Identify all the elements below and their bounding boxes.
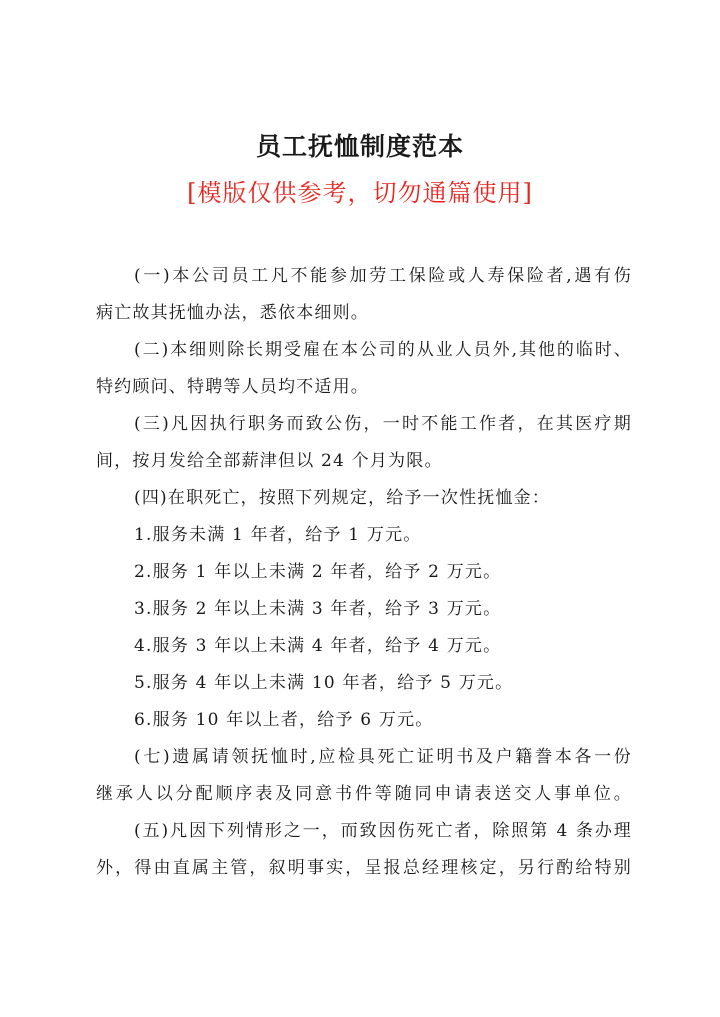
- list-item-2: 2.服务 1 年以上未满 2 年者，给予 2 万元。: [134, 562, 502, 582]
- clause-7-line-1: (七)遗属请领抚恤时,应检具死亡证明书及户籍誊本各一份: [134, 747, 632, 767]
- clause-4-line-1: (四)在职死亡，按照下列规定，给予一次性抚恤金：: [134, 488, 551, 508]
- clause-2-line-1: (二)本细则除长期受雇在本公司的从业人员外,其他的临时、: [134, 340, 632, 360]
- list-item-4: 4.服务 3 年以上未满 4 年者，给予 4 万元。: [134, 636, 502, 656]
- clause-3-line-2: 间，按月发给全部薪津但以 24 个月为限。: [96, 451, 443, 471]
- clause-3-line-1: (三)凡因执行职务而致公伤，一时不能工作者，在其医疗期: [134, 414, 632, 434]
- clause-5-line-2: 外，得由直属主管，叙明事实，呈报总经理核定，另行酌给特别: [96, 858, 632, 878]
- clause-2-line-2: 特约顾问、特聘等人员均不适用。: [96, 377, 369, 397]
- list-item-3: 3.服务 2 年以上未满 3 年者，给予 3 万元。: [134, 599, 502, 619]
- clause-1-line-1: (一)本公司员工凡不能参加劳工保险或人寿保险者,遇有伤: [134, 266, 632, 286]
- list-item-6: 6.服务 10 年以上者，给予 6 万元。: [134, 710, 434, 730]
- document-title: 员工抚恤制度范本: [255, 132, 464, 161]
- template-disclaimer: [模版仅供参考，切勿通篇使用]: [187, 179, 533, 207]
- document-body: [96, 258, 632, 887]
- list-item-5: 5.服务 4 年以上未满 10 年者，给予 5 万元。: [134, 673, 514, 693]
- clause-5-line-1: (五)凡因下列情形之一，而致因伤死亡者，除照第 4 条办理: [134, 821, 632, 841]
- clause-7-line-2: 继承人以分配顺序表及同意书件等随同申请表送交人事单位。: [96, 784, 632, 804]
- list-item-1: 1.服务未满 1 年者，给予 1 万元。: [134, 525, 422, 545]
- clause-1-line-2: 病亡故其抚恤办法，悉依本细则。: [96, 303, 369, 323]
